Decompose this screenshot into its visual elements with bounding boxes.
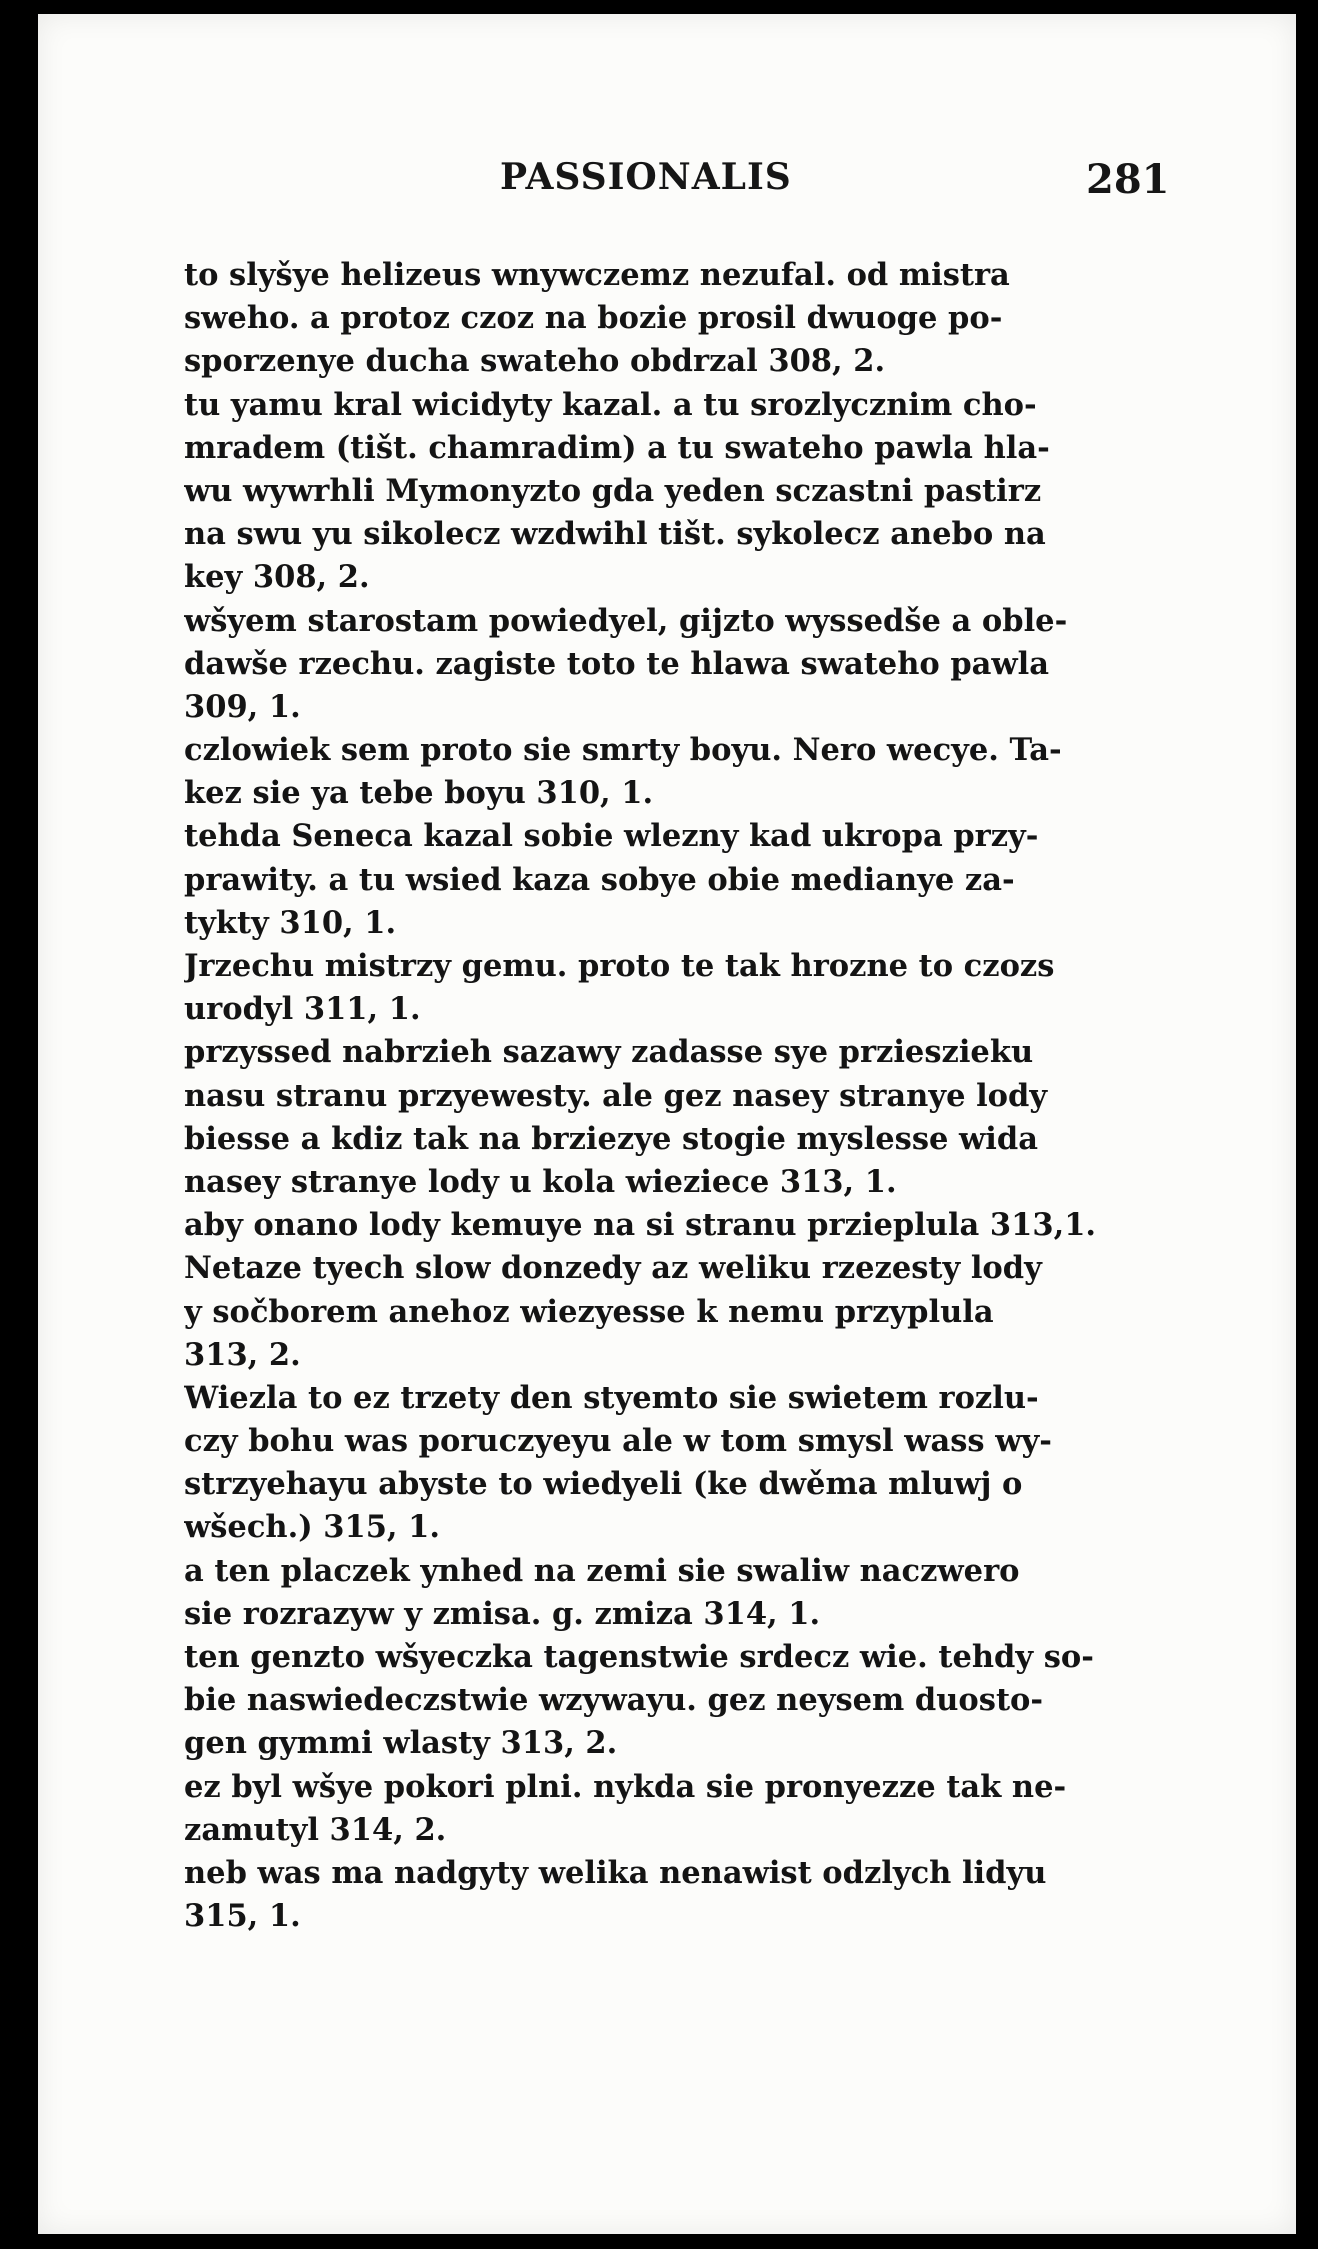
text-line: sie rozrazyw y zmisa. g. zmiza 314, 1. [184, 1595, 821, 1632]
text-line: neb was ma nadgyty welika nenawist odzlych lidyu [184, 1854, 1047, 1891]
text-line: dawše rzechu. zagiste toto te hlawa swateho pawla [184, 645, 1050, 682]
text-line: Wiezla to ez trzety den styemto sie swietem rozlu- [184, 1379, 1039, 1416]
text-line: czlowiek sem proto sie smrty boyu. Nero wecye. Ta- [184, 732, 1062, 769]
text-line: nasu stranu przyewesty. ale gez nasey stranye lody [184, 1077, 1048, 1114]
text-line: urodyl 311, 1. [184, 991, 421, 1028]
running-title: PASSIONALIS [500, 156, 792, 198]
text-line: strzyehayu abyste to wiedyeli (ke dwěma mluwj o [184, 1466, 1023, 1503]
text-line: tykty 310, 1. [184, 904, 397, 941]
text-line: ten genzto wšyeczka tagenstwie srdecz wie. tehdy so- [184, 1639, 1094, 1675]
text-line: wšech.) 315, 1. [184, 1509, 440, 1546]
text-line: ez byl wšye pokori plni. nykda sie pronyezze tak ne- [184, 1768, 1067, 1805]
text-line: na swu yu sikolecz wzdwihl tišt. sykolecz anebo na [184, 516, 1046, 553]
running-head [38, 156, 1296, 212]
text-line: wu wywrhli Mymonyzto gda yeden sczastni pastirz [184, 472, 1042, 509]
text-line: gen gymmi wlasty 313, 2. [184, 1725, 618, 1762]
book-page [38, 14, 1296, 2234]
text-line: bie naswiedeczstwie wzywayu. gez neysem duosto- [184, 1682, 1044, 1719]
text-line: sporzenye ducha swateho obdrzal 308, 2. [184, 343, 886, 380]
glossary-text [184, 254, 1212, 1938]
text-line: tu yamu kral wicidyty kazal. a tu srozlycznim cho- [184, 386, 1037, 423]
text-line: czy bohu was poruczyeyu ale w tom smysl wass wy- [184, 1423, 1052, 1460]
text-line: to slyšye helizeus wnywczemz nezufal. od mistra [184, 257, 1010, 293]
text-line: biesse a kdiz tak na brziezye stogie myslesse wida [184, 1120, 1038, 1157]
text-line: 313, 2. [184, 1336, 301, 1373]
text-line: Netaze tyech slow donzedy az weliku rzezesty lody [184, 1250, 1042, 1287]
text-line: 315, 1. [184, 1898, 301, 1935]
text-line: 309, 1. [184, 688, 301, 725]
text-line: zamutyl 314, 2. [184, 1811, 447, 1848]
text-line: key 308, 2. [184, 559, 370, 596]
text-line: prawity. a tu wsied kaza sobye obie medianye za- [184, 861, 1015, 898]
text-line: kez sie ya tebe boyu 310, 1. [184, 775, 654, 812]
text-line: y sočborem anehoz wiezyesse k nemu przyplula [184, 1293, 994, 1330]
text-line: a ten placzek ynhed na zemi sie swaliw naczwero [184, 1552, 1020, 1589]
text-line: Jrzechu mistrzy gemu. proto te tak hrozne to czozs [184, 948, 1055, 984]
text-line: przyssed nabrzieh sazawy zadasse sye przieszieku [184, 1034, 1034, 1071]
text-line: wšyem starostam powiedyel, gijzto wyssedše a oble- [184, 602, 1068, 639]
text-line: aby onano lody kemuye na si stranu przieplula 313,1. [184, 1207, 1097, 1244]
text-line: tehda Seneca kazal sobie wlezny kad ukropa przy- [184, 818, 1039, 855]
text-line: mradem (tišt. chamradim) a tu swateho pawla hla- [184, 429, 1050, 466]
text-line: nasey stranye lody u kola wieziece 313, 1. [184, 1163, 897, 1200]
page-number: 281 [1086, 156, 1170, 203]
text-line: sweho. a protoz czoz na bozie prosil dwuoge po- [184, 300, 1003, 337]
